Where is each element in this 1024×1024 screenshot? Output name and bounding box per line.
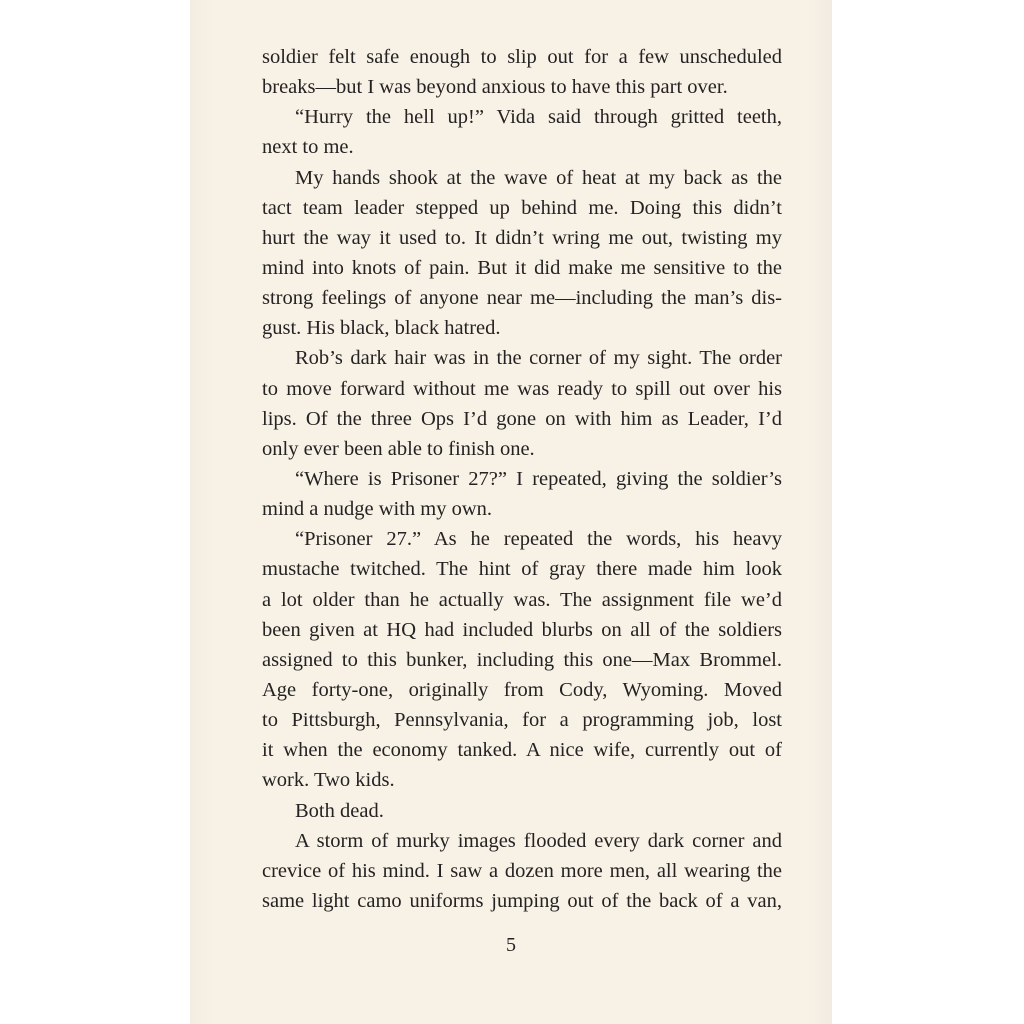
- body-text: [262, 42, 782, 916]
- text-line: hurt the way it used to. It didn’t wring me out, twisting my: [262, 226, 782, 249]
- text-line: mustache twitched. The hint of gray there made him look: [262, 558, 782, 581]
- text-line: A storm of murky images flooded every dark corner and: [295, 829, 782, 852]
- text-line: Rob’s dark hair was in the corner of my sight. The order: [295, 347, 782, 370]
- text-line: it when the economy tanked. A nice wife, currently out of: [262, 739, 782, 762]
- text-line: “Prisoner 27.” As he repeated the words, his heavy: [295, 528, 782, 551]
- text-line: next to me.: [262, 136, 354, 159]
- text-line: “Hurry the hell up!” Vida said through gritted teeth,: [295, 106, 782, 129]
- text-line: same light camo uniforms jumping out of the back of a van,: [262, 889, 782, 912]
- text-line: strong feelings of anyone near me—including the man’s dis-: [262, 287, 782, 310]
- text-line: lips. Of the three Ops I’d gone on with him as Leader, I’d: [262, 407, 782, 430]
- text-line: to Pittsburgh, Pennsylvania, for a programming job, lost: [262, 709, 782, 732]
- text-line: soldier felt safe enough to slip out for a few unscheduled: [262, 46, 782, 68]
- text-line: been given at HQ had included blurbs on all of the soldiers: [262, 618, 782, 641]
- text-line: to move forward without me was ready to spill out over his: [262, 377, 782, 400]
- text-line: only ever been able to finish one.: [262, 437, 535, 460]
- text-line: My hands shook at the wave of heat at my back as the: [295, 166, 782, 189]
- book-page: [190, 0, 832, 1024]
- text-line: mind into knots of pain. But it did make me sensitive to the: [262, 256, 782, 279]
- text-line: mind a nudge with my own.: [262, 498, 493, 521]
- text-line: work. Two kids.: [262, 769, 395, 792]
- text-line: gust. His black, black hatred.: [262, 317, 501, 340]
- text-line: a lot older than he actually was. The assignment file we’d: [262, 588, 782, 611]
- text-line: Age forty-one, originally from Cody, Wyoming. Moved: [262, 678, 782, 701]
- text-line: Both dead.: [295, 799, 384, 822]
- text-line: tact team leader stepped up behind me. Doing this didn’t: [262, 196, 782, 219]
- text-line: assigned to this bunker, including this one—Max Brommel.: [262, 648, 782, 671]
- text-line: “Where is Prisoner 27?” I repeated, giving the soldier’s: [295, 467, 782, 490]
- page-number: 5: [506, 934, 516, 956]
- text-line: crevice of his mind. I saw a dozen more men, all wearing the: [262, 859, 782, 882]
- text-line: breaks—but I was beyond anxious to have this part over.: [262, 76, 728, 99]
